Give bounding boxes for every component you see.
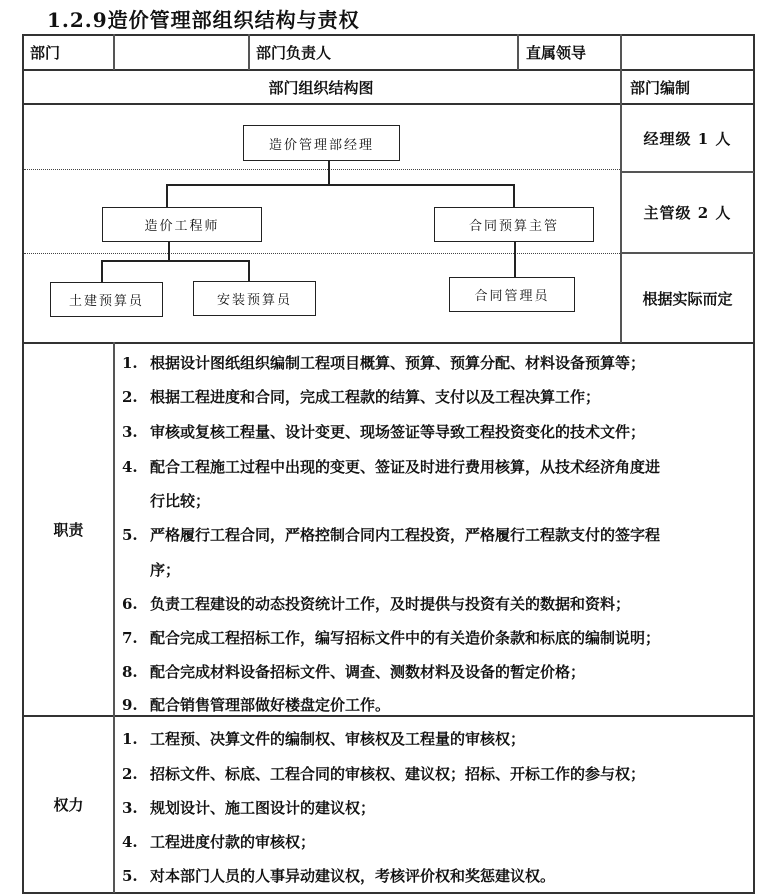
duty-item: 2. 根据工程进度和合同，完成工程款的结算、支付以及工程决算工作； <box>122 388 601 406</box>
level-separator <box>24 253 620 254</box>
org-node-cost-engineer: 造价工程师 <box>102 207 262 242</box>
table-rule <box>248 34 250 70</box>
org-node-civil-estimator: 土建预算员 <box>50 282 163 317</box>
duty-item: 5. 严格履行工程合同，严格控制合同内工程投资，严格履行工程款支付的签字程 <box>122 526 661 544</box>
dept-label: 部门 <box>30 44 61 62</box>
duty-item: 9. 配合销售管理部做好楼盘定价工作。 <box>122 696 391 714</box>
org-chart-title: 部门组织结构图 <box>268 78 374 97</box>
connector-line <box>328 160 330 185</box>
duty-item: 6. 负责工程建设的动态投资统计工作，及时提供与投资有关的数据和资料； <box>122 595 631 613</box>
staffing-title: 部门编制 <box>630 78 691 97</box>
superior-value[interactable] <box>624 36 752 69</box>
power-item: 4. 工程进度付款的审核权； <box>122 833 316 851</box>
superior-label: 直属领导 <box>526 44 587 62</box>
section-title: 1.2.9造价管理部组织结构与责权 <box>47 8 360 32</box>
org-node-contract-clerk: 合同管理员 <box>449 277 575 312</box>
connector-line <box>168 241 170 261</box>
connector-line <box>248 260 250 282</box>
org-node-contract-supervisor: 合同预算主管 <box>434 207 594 242</box>
power-item: 3. 规划设计、施工图设计的建议权； <box>122 799 376 817</box>
duty-item-continuation: 行比较； <box>150 492 211 510</box>
power-item: 2. 招标文件、标底、工程合同的审核权、建议权；招标、开标工作的参与权； <box>122 765 646 783</box>
duties-label: 职责 <box>53 521 84 539</box>
connector-line <box>166 184 168 208</box>
connector-line <box>101 260 249 262</box>
org-node-manager: 造价管理部经理 <box>243 125 400 161</box>
connector-line <box>101 260 103 283</box>
powers-label: 权力 <box>53 796 84 814</box>
duty-item: 4. 配合工程施工过程中出现的变更、签证及时进行费用核算，从技术经济角度进 <box>122 458 661 476</box>
table-rule <box>517 34 519 70</box>
duty-item-continuation: 序； <box>150 561 181 579</box>
connector-line <box>514 241 516 278</box>
org-node-install-estimator: 安装预算员 <box>193 281 316 316</box>
staffing-supervisor-level: 主管级 2 人 <box>643 204 732 222</box>
duty-item: 8. 配合完成材料设备招标文件、调查、测数材料及设备的暂定价格； <box>122 663 586 681</box>
table-rule <box>22 342 755 344</box>
table-border-right <box>753 34 755 894</box>
duty-item: 1. 根据设计图纸组织编制工程项目概算、预算、预算分配、材料设备预算等； <box>122 354 646 372</box>
table-rule <box>113 34 115 70</box>
head-value[interactable] <box>352 36 515 69</box>
table-rule <box>113 342 115 893</box>
dept-value[interactable] <box>118 36 246 69</box>
head-label: 部门负责人 <box>256 44 332 62</box>
level-separator <box>24 169 620 170</box>
duty-item: 7. 配合完成工程招标工作，编写招标文件中的有关造价条款和标底的编制说明； <box>122 629 661 647</box>
duty-item: 3. 审核或复核工程量、设计变更、现场签证等导致工程投资变化的技术文件； <box>122 423 646 441</box>
table-rule <box>22 715 755 717</box>
staffing-manager-level: 经理级 1 人 <box>643 129 732 148</box>
power-item: 1. 工程预、决算文件的编制权、审核权及工程量的审核权； <box>122 730 526 748</box>
connector-line <box>513 184 515 208</box>
table-border-bottom <box>22 892 755 894</box>
power-item: 5. 对本部门人员的人事异动建议权，考核评价权和奖惩建议权。 <box>122 867 556 885</box>
staffing-staff-level: 根据实际而定 <box>642 289 733 308</box>
connector-line <box>166 184 514 186</box>
